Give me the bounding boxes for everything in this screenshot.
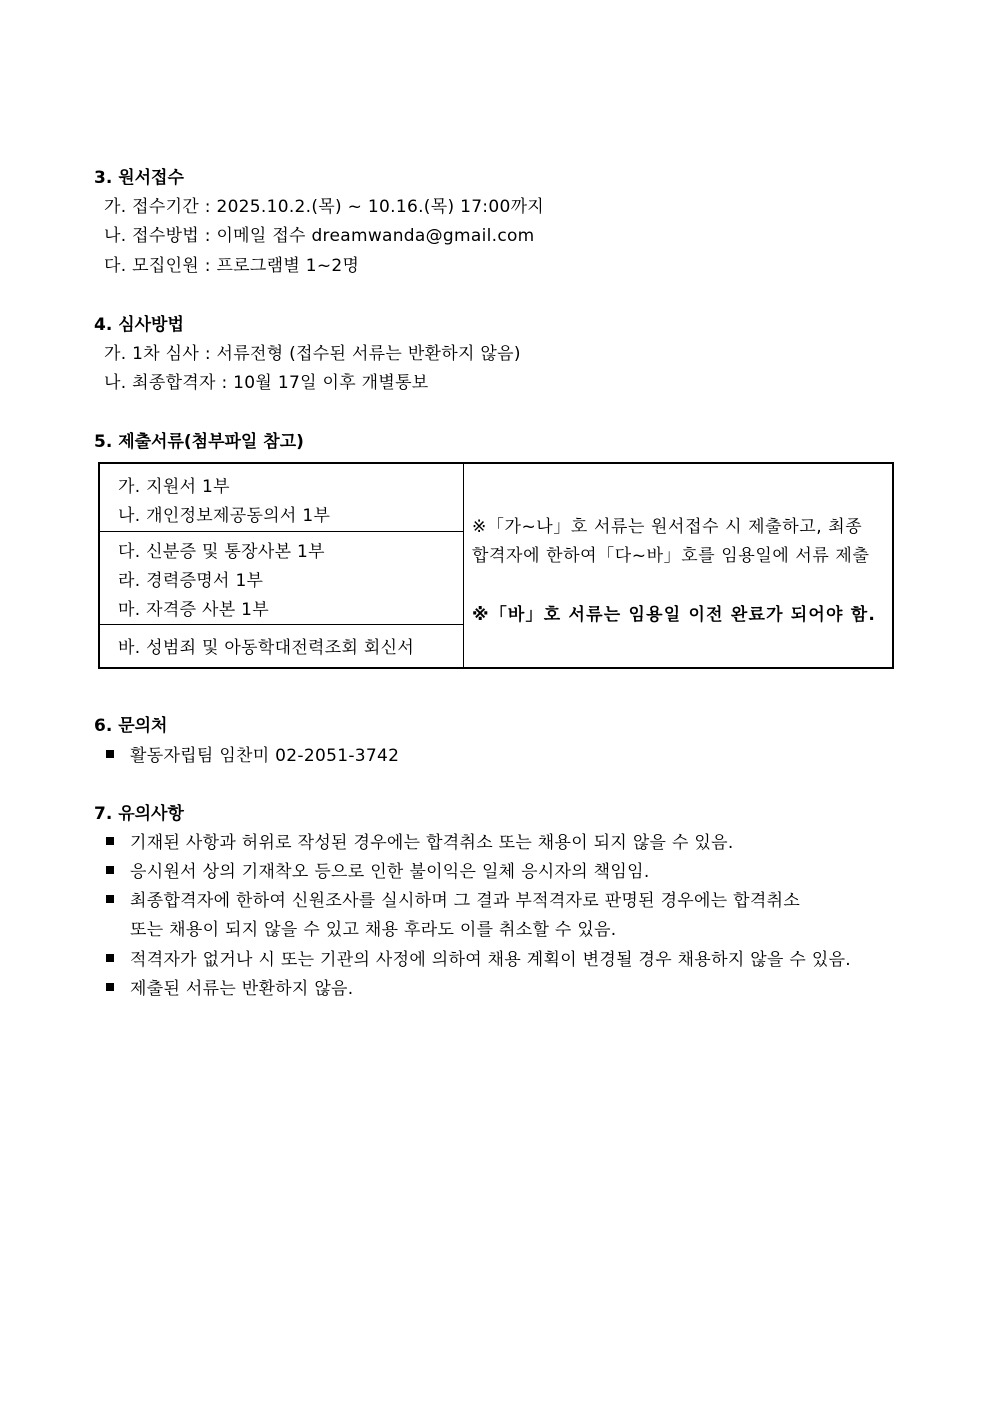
document-item: 마. 자격증 사본 1부 [118, 600, 269, 620]
contact-text: 활동자립팀 임찬미 02-2051-3742 [130, 746, 400, 766]
note-text: 응시원서 상의 기재착오 등으로 인한 불이익은 일체 응시자의 책임임. [130, 862, 650, 882]
application-method: 나. 접수방법 : 이메일 접수 dreamwanda@gmail.com [104, 226, 535, 246]
note-item [106, 886, 800, 911]
document-item: 바. 성범죄 및 아동학대전력조회 회신서 [118, 638, 415, 658]
application-period: 가. 접수기간 : 2025.10.2.(목) ~ 10.16.(목) 17:00까지 [104, 197, 545, 217]
section-heading-screening: 4. 심사방법 [94, 315, 184, 335]
note-text: 적격자가 없거나 시 또는 기관의 사정에 의하여 채용 계획이 변경될 경우 채용하지 않을 수 있음. [130, 950, 851, 970]
note-text: 제출된 서류는 반환하지 않음. [130, 979, 354, 999]
documents-note-line: ※「가~나」호 서류는 원서접수 시 제출하고, 최종 [472, 517, 863, 537]
section-heading-notes: 7. 유의사항 [94, 804, 184, 824]
note-item [106, 857, 650, 882]
documents-note-bold: ※「바」호 서류는 임용일 이전 완료가 되어야 함. [472, 605, 877, 625]
recruitment-count: 다. 모집인원 : 프로그램별 1~2명 [104, 256, 360, 276]
documents-note-line: 합격자에 한하여「다~바」호를 임용일에 서류 제출 [472, 546, 870, 566]
document-item: 다. 신분증 및 통장사본 1부 [118, 542, 325, 562]
bullet-square-icon [106, 983, 114, 991]
document-item: 라. 경력증명서 1부 [118, 571, 264, 591]
screening-first-round: 가. 1차 심사 : 서류전형 (접수된 서류는 반환하지 않음) [104, 344, 521, 364]
documents-group-1 [100, 464, 463, 532]
documents-group-2 [100, 532, 463, 625]
note-text: 기재된 사항과 허위로 작성된 경우에는 합격취소 또는 채용이 되지 않을 수 있음. [130, 833, 734, 853]
bullet-square-icon [106, 954, 114, 962]
bullet-square-icon [106, 895, 114, 903]
note-item [106, 828, 734, 853]
screening-final: 나. 최종합격자 : 10월 17일 이후 개별통보 [104, 373, 429, 393]
documents-note-column [464, 464, 892, 667]
documents-group-3 [100, 625, 463, 667]
document-item: 나. 개인정보제공동의서 1부 [118, 506, 331, 526]
note-text: 최종합격자에 한하여 신원조사를 실시하며 그 결과 부적격자로 판명된 경우에는 합격취소 [130, 891, 801, 911]
document-item: 가. 지원서 1부 [118, 477, 230, 497]
section-heading-documents: 5. 제출서류(첨부파일 참고) [94, 432, 304, 452]
contact-item [106, 741, 399, 766]
note-text-continued: 또는 채용이 되지 않을 수 있고 채용 후라도 이를 취소할 수 있음. [130, 920, 617, 940]
note-item [106, 945, 851, 970]
bullet-square-icon [106, 750, 114, 758]
bullet-square-icon [106, 866, 114, 874]
documents-table [98, 462, 894, 669]
section-heading-contact: 6. 문의처 [94, 716, 168, 736]
section-heading-application: 3. 원서접수 [94, 168, 184, 188]
documents-list-column [100, 464, 464, 667]
bullet-square-icon [106, 837, 114, 845]
note-item [106, 974, 353, 999]
